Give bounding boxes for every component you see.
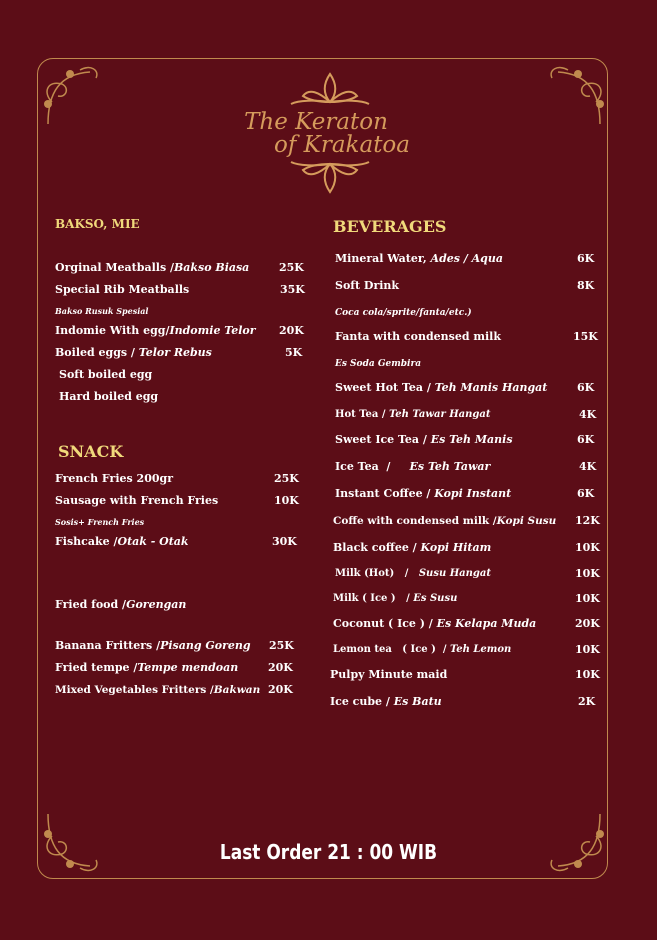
menu-item: Fanta with condensed milk: [335, 330, 501, 343]
menu-item: Milk (Hot) / Susu Hangat: [335, 568, 491, 579]
menu-item: Sweet Ice Tea / Es Teh Manis: [335, 433, 513, 446]
menu-price: 8K: [577, 279, 595, 292]
menu-item: Pulpy Minute maid: [330, 668, 448, 681]
menu-price: 2K: [578, 695, 596, 708]
ornament-top-left-icon: [40, 62, 110, 132]
menu-item: Fried tempe /Tempe mendoan: [55, 661, 239, 674]
menu-item: Instant Coffee / Kopi Instant: [335, 487, 512, 500]
menu-price: 20K: [575, 617, 600, 630]
menu-item: Ice Tea / Es Teh Tawar: [335, 460, 491, 473]
menu-item: Special Rib Meatballs: [55, 283, 190, 296]
menu-price: 6K: [577, 381, 595, 394]
menu-item: French Fries 200gr: [55, 472, 173, 485]
menu-price: 35K: [280, 283, 305, 296]
menu-price: 6K: [577, 433, 595, 446]
section-title-bakso: BAKSO, MIE: [55, 217, 140, 231]
menu-item: Ice cube / Es Batu: [330, 695, 442, 708]
menu-item: Soft boiled egg: [59, 368, 153, 381]
menu-price: 20K: [268, 683, 293, 696]
menu-price: 25K: [279, 261, 304, 274]
menu-item: Black coffee / Kopi Hitam: [333, 541, 492, 554]
menu-item-subtitle: Coca cola/sprite/fanta/etc.): [335, 308, 472, 318]
menu-price: 10K: [575, 567, 600, 580]
menu-item: Coconut ( Ice ) / Es Kelapa Muda: [333, 617, 537, 630]
menu-price: 10K: [575, 668, 600, 681]
section-title-beverages: BEVERAGES: [333, 217, 447, 236]
menu-price: 25K: [274, 472, 299, 485]
menu-price: 20K: [268, 661, 293, 674]
menu-item-subtitle: Bakso Rusuk Spesial: [55, 306, 149, 316]
menu-item: Hot Tea / Teh Tawar Hangat: [335, 409, 491, 420]
brand-logo: [230, 70, 430, 200]
section-title-snack: SNACK: [58, 442, 124, 461]
menu-price: 12K: [575, 514, 600, 527]
menu-item: Sausage with French Fries: [55, 494, 219, 507]
menu-item: Milk ( Ice ) / Es Susu: [333, 593, 458, 604]
mandala-top-icon: [285, 70, 375, 106]
menu-price: 10K: [575, 643, 600, 656]
menu-price: 5K: [285, 346, 303, 359]
menu-item: Fried food /Gorengan: [55, 598, 187, 611]
menu-price: 20K: [279, 324, 304, 337]
menu-item: Sweet Hot Tea / Teh Manis Hangat: [335, 381, 548, 394]
menu-item: Mineral Water, Ades / Aqua: [335, 252, 503, 265]
menu-item: Hard boiled egg: [59, 390, 159, 403]
menu-item-subtitle: Es Soda Gembira: [335, 359, 422, 369]
menu-price: 6K: [577, 487, 595, 500]
brand-line-2: of Krakatoa: [273, 132, 410, 158]
menu-item: Lemon tea ( Ice ) / Teh Lemon: [333, 644, 512, 655]
menu-price: 30K: [272, 535, 297, 548]
menu-price: 6K: [577, 252, 595, 265]
menu-price: 15K: [573, 330, 598, 343]
menu-item: Soft Drink: [335, 279, 400, 292]
menu-item: Boiled eggs / Telor Rebus: [55, 346, 212, 359]
last-order-note: Last Order 21 : 00 WIB: [219, 840, 438, 864]
brand-line-1: The Keraton: [244, 109, 388, 135]
menu-price: 10K: [274, 494, 299, 507]
menu-price: 4K: [579, 460, 597, 473]
menu-price: 4K: [579, 408, 597, 421]
menu-item: Banana Fritters /Pisang Goreng: [55, 639, 251, 652]
menu-item: Orginal Meatballs /Bakso Biasa: [55, 261, 250, 274]
menu-price: 25K: [269, 639, 294, 652]
menu-price: 10K: [575, 541, 600, 554]
menu-item: Indomie With egg/Indomie Telor: [55, 324, 256, 337]
menu-price: 10K: [575, 592, 600, 605]
mandala-bottom-icon: [285, 160, 375, 196]
ornament-top-right-icon: [538, 62, 608, 132]
menu-item: Coffe with condensed milk /Kopi Susu: [333, 515, 557, 527]
menu-item: Fishcake /Otak - Otak: [55, 535, 189, 548]
menu-item: Mixed Vegetables Fritters /Bakwan: [55, 684, 261, 696]
menu-item-subtitle: Sosis+ French Fries: [55, 517, 145, 527]
